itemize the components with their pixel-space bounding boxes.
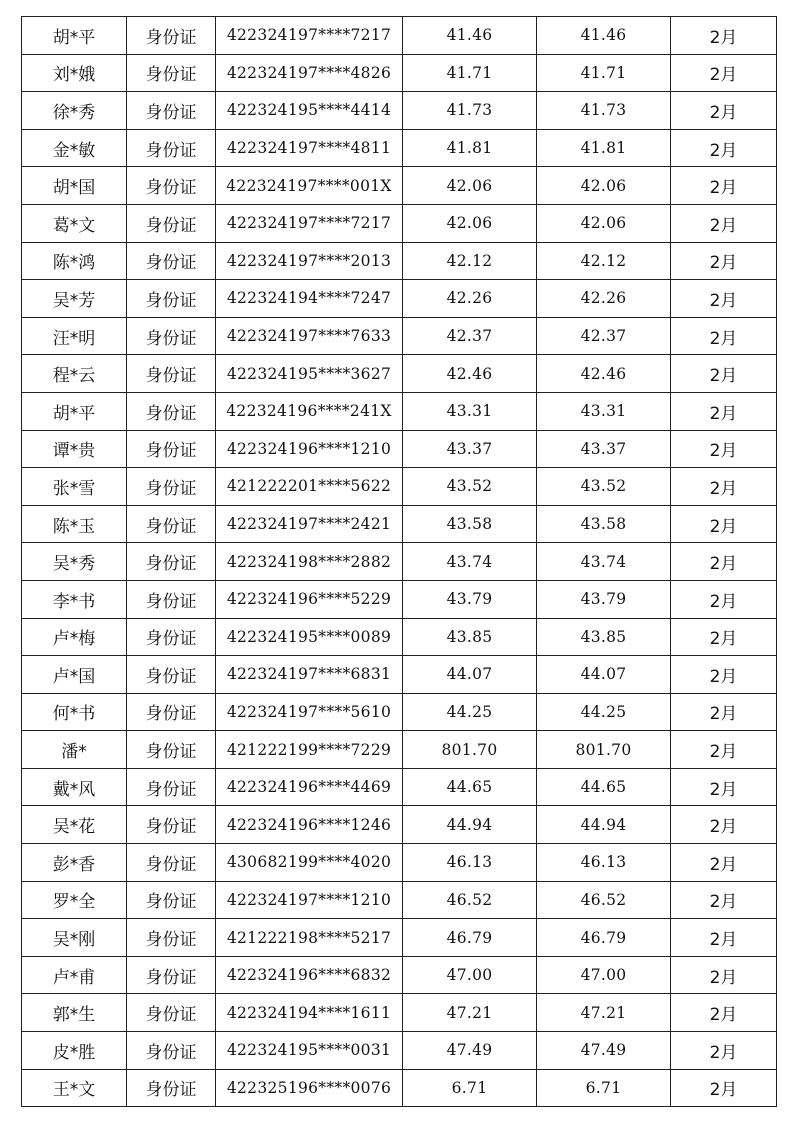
table-row (22, 430, 777, 468)
table-row (22, 468, 777, 506)
paid-amount-cell: 46.79 (537, 919, 671, 957)
name-cell: 吴*花 (22, 806, 127, 844)
month-cell: 2月 (671, 768, 777, 806)
document-type-cell: 身份证 (127, 468, 216, 506)
document-type-cell: 身份证 (127, 656, 216, 694)
month-cell: 2月 (671, 317, 777, 355)
amount-cell: 46.79 (403, 919, 537, 957)
name-cell: 卢*国 (22, 656, 127, 694)
id-number-cell: 422324194****1611 (216, 994, 403, 1032)
amount-cell: 42.46 (403, 355, 537, 393)
table-row (22, 919, 777, 957)
table-row (22, 1032, 777, 1070)
name-cell: 胡*平 (22, 392, 127, 430)
name-cell: 李*书 (22, 580, 127, 618)
name-cell: 谭*贵 (22, 430, 127, 468)
id-number-cell: 422324196****1246 (216, 806, 403, 844)
month-cell: 2月 (671, 1032, 777, 1070)
id-number-cell: 422324197****6831 (216, 656, 403, 694)
amount-cell: 44.07 (403, 656, 537, 694)
table-row (22, 1069, 777, 1107)
document-type-cell: 身份证 (127, 881, 216, 919)
paid-amount-cell: 801.70 (537, 731, 671, 769)
amount-cell: 41.71 (403, 54, 537, 92)
document-type-cell: 身份证 (127, 505, 216, 543)
name-cell: 皮*胜 (22, 1032, 127, 1070)
document-type-cell: 身份证 (127, 167, 216, 205)
amount-cell: 43.74 (403, 543, 537, 581)
month-cell: 2月 (671, 994, 777, 1032)
month-cell: 2月 (671, 656, 777, 694)
amount-cell: 43.52 (403, 468, 537, 506)
name-cell: 何*书 (22, 693, 127, 731)
document-type-cell: 身份证 (127, 317, 216, 355)
month-cell: 2月 (671, 355, 777, 393)
table-row (22, 994, 777, 1032)
name-cell: 徐*秀 (22, 92, 127, 130)
table-row (22, 317, 777, 355)
amount-cell: 47.00 (403, 956, 537, 994)
paid-amount-cell: 43.79 (537, 580, 671, 618)
paid-amount-cell: 43.58 (537, 505, 671, 543)
table-row (22, 242, 777, 280)
paid-amount-cell: 46.52 (537, 881, 671, 919)
table-row (22, 580, 777, 618)
amount-cell: 44.25 (403, 693, 537, 731)
id-number-cell: 422324195****4414 (216, 92, 403, 130)
id-number-cell: 422324195****0031 (216, 1032, 403, 1070)
table-row (22, 881, 777, 919)
amount-cell: 47.21 (403, 994, 537, 1032)
paid-amount-cell: 41.73 (537, 92, 671, 130)
amount-cell: 42.37 (403, 317, 537, 355)
document-type-cell: 身份证 (127, 994, 216, 1032)
amount-cell: 41.81 (403, 129, 537, 167)
document-type-cell: 身份证 (127, 204, 216, 242)
amount-cell: 43.31 (403, 392, 537, 430)
name-cell: 卢*甫 (22, 956, 127, 994)
name-cell: 程*云 (22, 355, 127, 393)
name-cell: 金*敏 (22, 129, 127, 167)
document-type-cell: 身份证 (127, 1032, 216, 1070)
paid-amount-cell: 41.46 (537, 17, 671, 55)
id-number-cell: 421222201****5622 (216, 468, 403, 506)
table-row (22, 17, 777, 55)
id-number-cell: 422324197****001X (216, 167, 403, 205)
month-cell: 2月 (671, 693, 777, 731)
amount-cell: 801.70 (403, 731, 537, 769)
month-cell: 2月 (671, 731, 777, 769)
document-type-cell: 身份证 (127, 919, 216, 957)
document-type-cell: 身份证 (127, 844, 216, 882)
month-cell: 2月 (671, 204, 777, 242)
table-body (22, 17, 777, 1107)
month-cell: 2月 (671, 468, 777, 506)
paid-amount-cell: 42.37 (537, 317, 671, 355)
table-row (22, 355, 777, 393)
amount-cell: 42.06 (403, 167, 537, 205)
payment-table (21, 16, 777, 1107)
paid-amount-cell: 44.07 (537, 656, 671, 694)
paid-amount-cell: 47.00 (537, 956, 671, 994)
month-cell: 2月 (671, 956, 777, 994)
document-type-cell: 身份证 (127, 693, 216, 731)
name-cell: 罗*全 (22, 881, 127, 919)
document-type-cell: 身份证 (127, 731, 216, 769)
month-cell: 2月 (671, 242, 777, 280)
table-row (22, 731, 777, 769)
document-type-cell: 身份证 (127, 242, 216, 280)
paid-amount-cell: 42.12 (537, 242, 671, 280)
document-type-cell: 身份证 (127, 54, 216, 92)
amount-cell: 46.52 (403, 881, 537, 919)
document-type-cell: 身份证 (127, 17, 216, 55)
table-row (22, 505, 777, 543)
id-number-cell: 421222198****5217 (216, 919, 403, 957)
month-cell: 2月 (671, 844, 777, 882)
amount-cell: 44.94 (403, 806, 537, 844)
document-type-cell: 身份证 (127, 92, 216, 130)
amount-cell: 43.85 (403, 618, 537, 656)
month-cell: 2月 (671, 881, 777, 919)
amount-cell: 44.65 (403, 768, 537, 806)
document-type-cell: 身份证 (127, 543, 216, 581)
id-number-cell: 422324194****7247 (216, 280, 403, 318)
id-number-cell: 422324197****5610 (216, 693, 403, 731)
paid-amount-cell: 43.37 (537, 430, 671, 468)
id-number-cell: 422324197****4811 (216, 129, 403, 167)
id-number-cell: 422324197****2013 (216, 242, 403, 280)
name-cell: 葛*文 (22, 204, 127, 242)
name-cell: 张*雪 (22, 468, 127, 506)
paid-amount-cell: 46.13 (537, 844, 671, 882)
name-cell: 陈*鸿 (22, 242, 127, 280)
document-type-cell: 身份证 (127, 580, 216, 618)
paid-amount-cell: 42.06 (537, 167, 671, 205)
table-row (22, 806, 777, 844)
paid-amount-cell: 42.06 (537, 204, 671, 242)
amount-cell: 42.26 (403, 280, 537, 318)
paid-amount-cell: 47.21 (537, 994, 671, 1032)
month-cell: 2月 (671, 54, 777, 92)
paid-amount-cell: 6.71 (537, 1069, 671, 1107)
amount-cell: 47.49 (403, 1032, 537, 1070)
month-cell: 2月 (671, 392, 777, 430)
paid-amount-cell: 43.85 (537, 618, 671, 656)
paid-amount-cell: 41.81 (537, 129, 671, 167)
paid-amount-cell: 44.25 (537, 693, 671, 731)
id-number-cell: 422324196****4469 (216, 768, 403, 806)
paid-amount-cell: 41.71 (537, 54, 671, 92)
table-row (22, 280, 777, 318)
name-cell: 彭*香 (22, 844, 127, 882)
id-number-cell: 422324196****5229 (216, 580, 403, 618)
id-number-cell: 422324198****2882 (216, 543, 403, 581)
table-row (22, 956, 777, 994)
id-number-cell: 422324195****0089 (216, 618, 403, 656)
document-type-cell: 身份证 (127, 1069, 216, 1107)
document-type-cell: 身份证 (127, 129, 216, 167)
month-cell: 2月 (671, 17, 777, 55)
table-row (22, 54, 777, 92)
month-cell: 2月 (671, 280, 777, 318)
name-cell: 汪*明 (22, 317, 127, 355)
document-type-cell: 身份证 (127, 956, 216, 994)
month-cell: 2月 (671, 92, 777, 130)
paid-amount-cell: 44.65 (537, 768, 671, 806)
document-type-cell: 身份证 (127, 806, 216, 844)
id-number-cell: 422324197****4826 (216, 54, 403, 92)
document-type-cell: 身份证 (127, 392, 216, 430)
name-cell: 王*文 (22, 1069, 127, 1107)
month-cell: 2月 (671, 919, 777, 957)
name-cell: 吴*芳 (22, 280, 127, 318)
amount-cell: 46.13 (403, 844, 537, 882)
table-row (22, 656, 777, 694)
month-cell: 2月 (671, 580, 777, 618)
id-number-cell: 422324196****6832 (216, 956, 403, 994)
document-type-cell: 身份证 (127, 355, 216, 393)
id-number-cell: 422324197****1210 (216, 881, 403, 919)
amount-cell: 43.79 (403, 580, 537, 618)
table-row (22, 392, 777, 430)
amount-cell: 6.71 (403, 1069, 537, 1107)
document-type-cell: 身份证 (127, 768, 216, 806)
document-type-cell: 身份证 (127, 618, 216, 656)
amount-cell: 41.73 (403, 92, 537, 130)
paid-amount-cell: 42.46 (537, 355, 671, 393)
table-row (22, 768, 777, 806)
id-number-cell: 430682199****4020 (216, 844, 403, 882)
amount-cell: 43.37 (403, 430, 537, 468)
id-number-cell: 422324197****2421 (216, 505, 403, 543)
name-cell: 吴*秀 (22, 543, 127, 581)
paid-amount-cell: 47.49 (537, 1032, 671, 1070)
table-row (22, 618, 777, 656)
amount-cell: 42.12 (403, 242, 537, 280)
id-number-cell: 422324197****7217 (216, 17, 403, 55)
id-number-cell: 422324197****7217 (216, 204, 403, 242)
paid-amount-cell: 43.52 (537, 468, 671, 506)
name-cell: 吴*刚 (22, 919, 127, 957)
month-cell: 2月 (671, 543, 777, 581)
id-number-cell: 421222199****7229 (216, 731, 403, 769)
table-row (22, 92, 777, 130)
table-row (22, 693, 777, 731)
table-row (22, 543, 777, 581)
month-cell: 2月 (671, 167, 777, 205)
id-number-cell: 422324196****241X (216, 392, 403, 430)
document-type-cell: 身份证 (127, 280, 216, 318)
name-cell: 郭*生 (22, 994, 127, 1032)
table-row (22, 167, 777, 205)
name-cell: 陈*玉 (22, 505, 127, 543)
table-row (22, 844, 777, 882)
table-row (22, 129, 777, 167)
name-cell: 刘*娥 (22, 54, 127, 92)
id-number-cell: 422324196****1210 (216, 430, 403, 468)
month-cell: 2月 (671, 505, 777, 543)
month-cell: 2月 (671, 1069, 777, 1107)
paid-amount-cell: 44.94 (537, 806, 671, 844)
name-cell: 卢*梅 (22, 618, 127, 656)
name-cell: 戴*风 (22, 768, 127, 806)
name-cell: 胡*国 (22, 167, 127, 205)
month-cell: 2月 (671, 129, 777, 167)
name-cell: 潘* (22, 731, 127, 769)
document-type-cell: 身份证 (127, 430, 216, 468)
id-number-cell: 422324195****3627 (216, 355, 403, 393)
id-number-cell: 422325196****0076 (216, 1069, 403, 1107)
paid-amount-cell: 43.74 (537, 543, 671, 581)
amount-cell: 43.58 (403, 505, 537, 543)
id-number-cell: 422324197****7633 (216, 317, 403, 355)
paid-amount-cell: 43.31 (537, 392, 671, 430)
month-cell: 2月 (671, 618, 777, 656)
amount-cell: 41.46 (403, 17, 537, 55)
month-cell: 2月 (671, 806, 777, 844)
amount-cell: 42.06 (403, 204, 537, 242)
paid-amount-cell: 42.26 (537, 280, 671, 318)
month-cell: 2月 (671, 430, 777, 468)
table-row (22, 204, 777, 242)
name-cell: 胡*平 (22, 17, 127, 55)
